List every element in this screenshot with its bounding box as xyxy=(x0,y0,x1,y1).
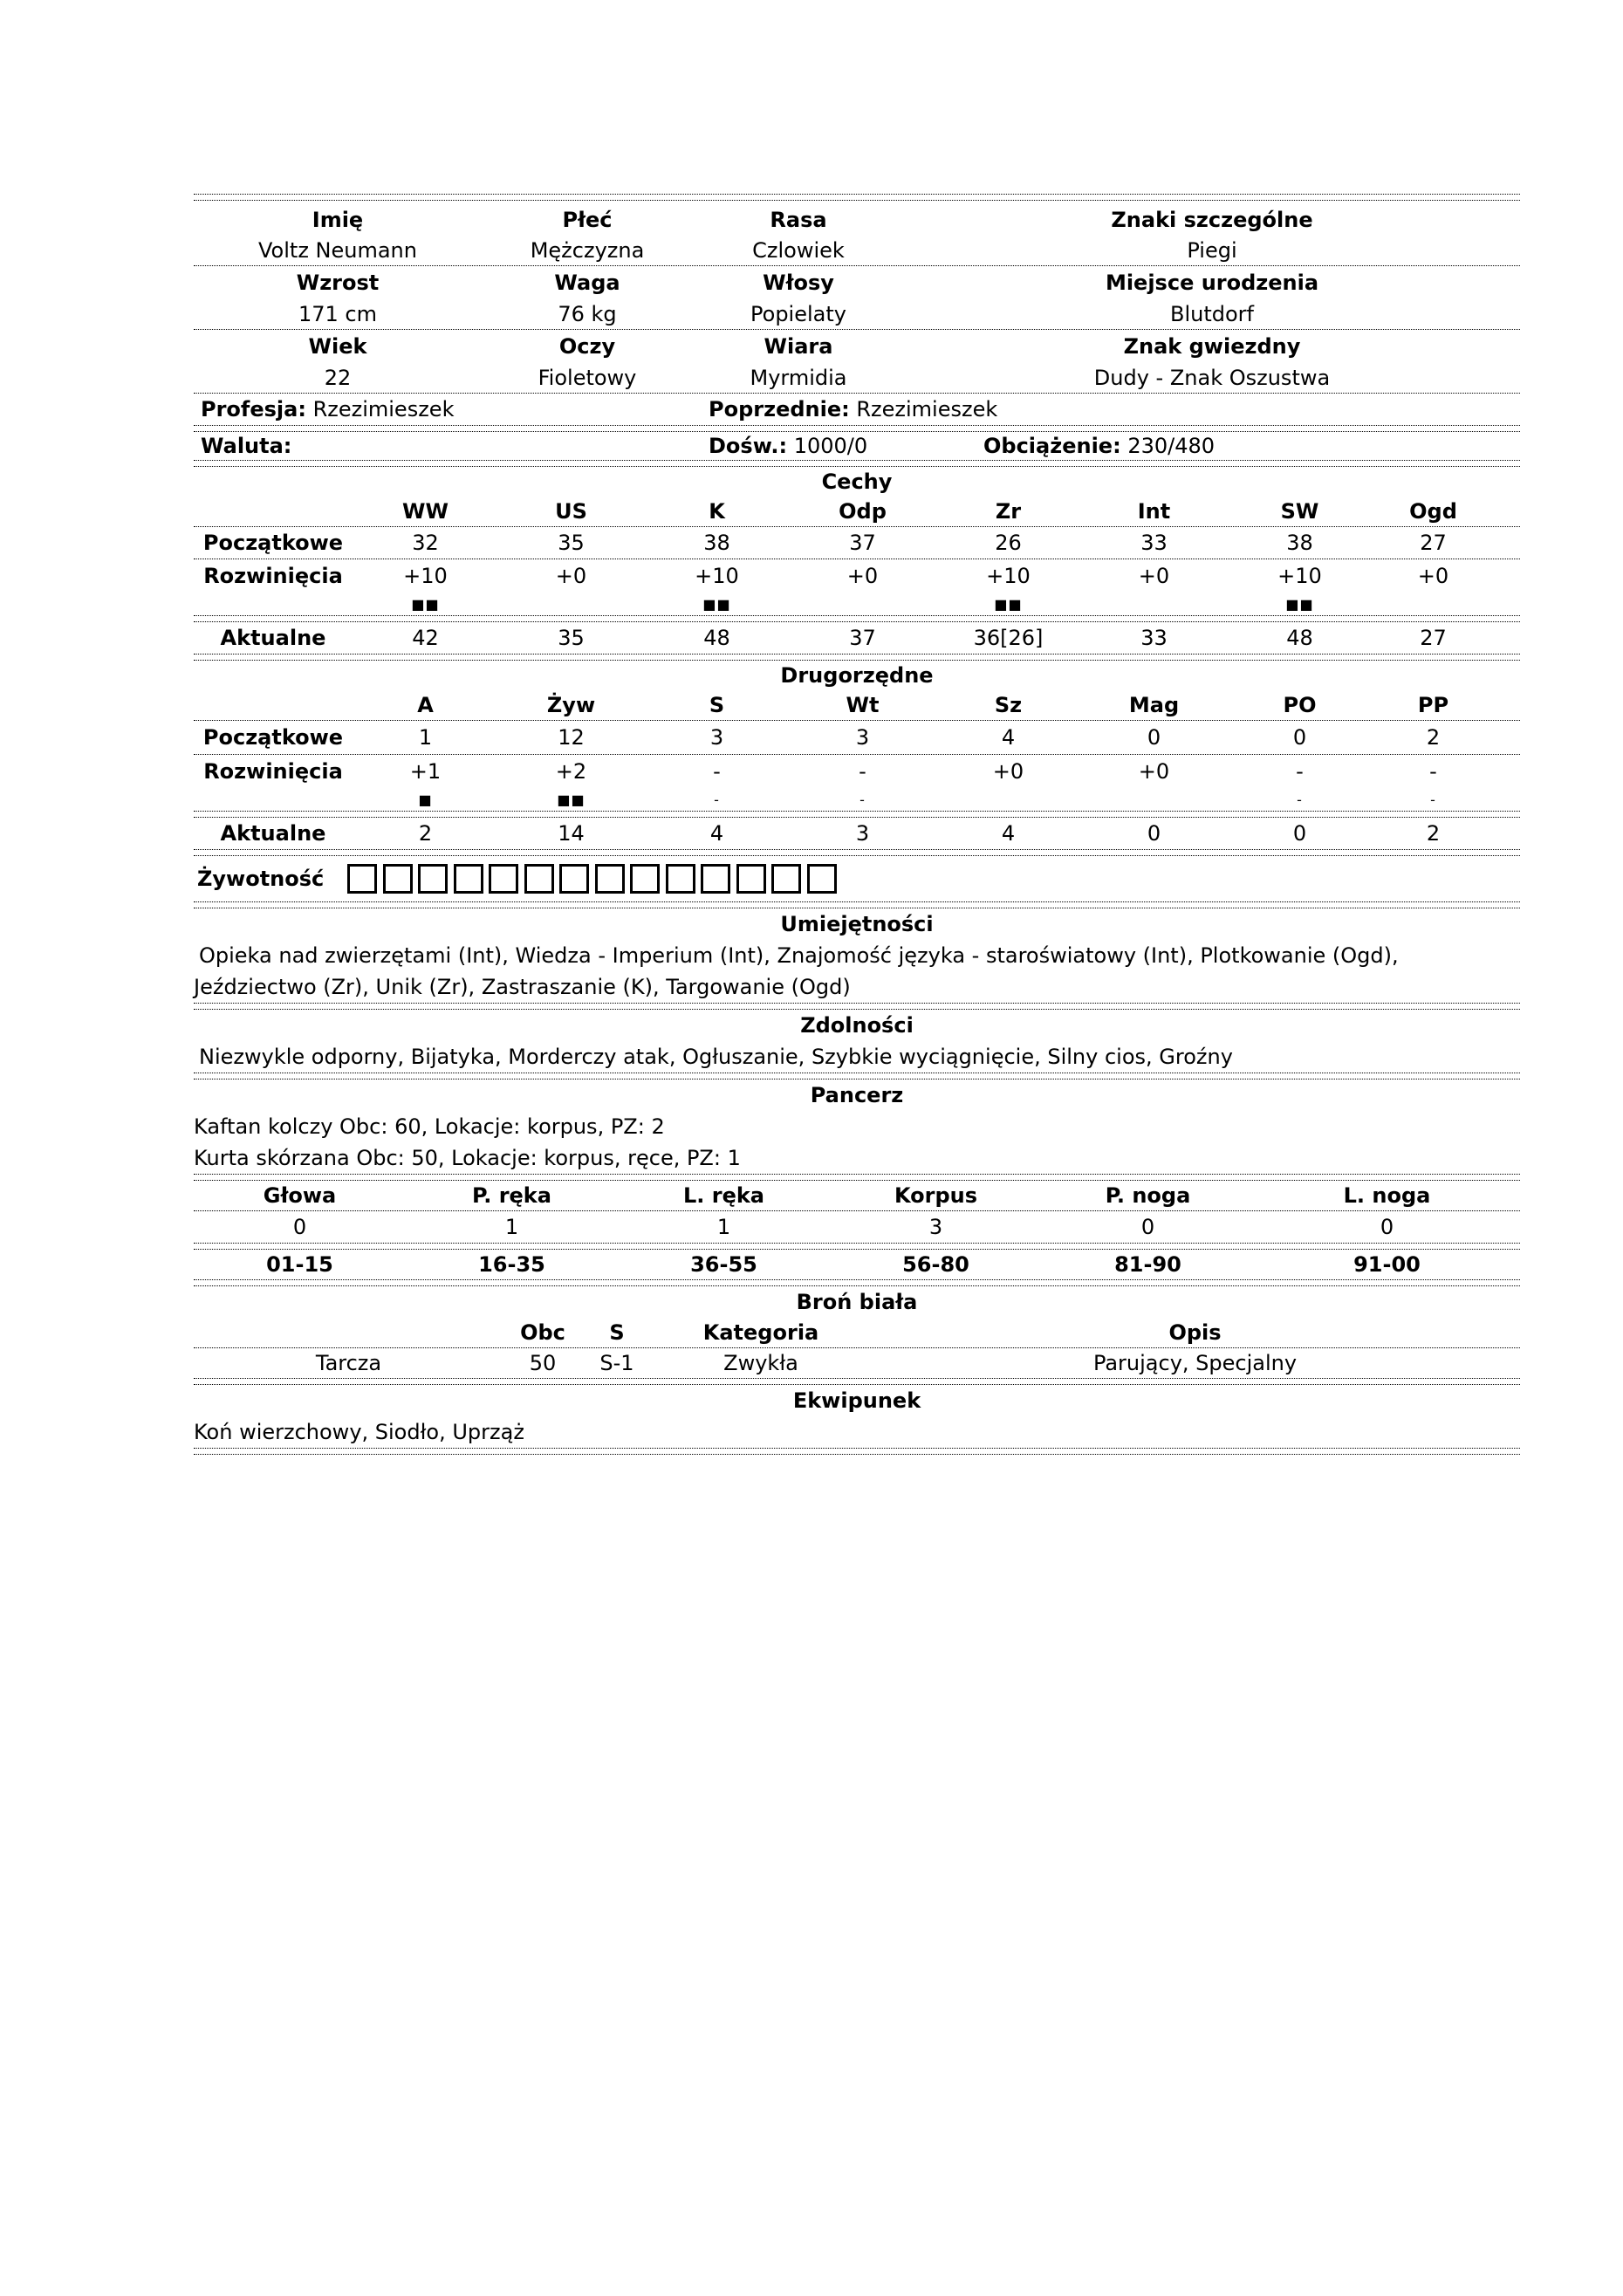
skills-title: Umiejętności xyxy=(780,912,934,936)
talents-text: Niezwykle odporny, Bijatyka, Morderczy atak, Ogłuszanie, Szybkie wyciągnięcie, Silny cios, Groźny xyxy=(199,1045,1233,1069)
divider xyxy=(194,194,1520,201)
primary-header: US xyxy=(555,499,587,524)
row-label: Aktualne xyxy=(220,821,326,846)
skills-line-2: Jeździectwo (Zr), Unik (Zr), Zastraszanie (K), Targowanie (Ogd) xyxy=(194,975,851,999)
secondary-initial-row xyxy=(194,721,1520,754)
weapon-description: Parujący, Specjalny xyxy=(1092,1351,1298,1375)
primary-header: Odp xyxy=(839,499,887,524)
stat-value: 0 xyxy=(1147,821,1161,846)
armour-ranges-row xyxy=(194,1250,1520,1279)
star-sign-label: Znak gwiezdny xyxy=(1123,334,1301,359)
primary-header: Int xyxy=(1137,499,1171,524)
personal-labels-row-1 xyxy=(194,204,1520,236)
marks-label: Znaki szczególne xyxy=(1111,208,1313,232)
stat-value: 37 xyxy=(849,626,876,650)
primary-header: SW xyxy=(1280,499,1319,524)
weapon-enc: 50 xyxy=(529,1351,557,1375)
armour-points: 3 xyxy=(928,1215,943,1239)
stat-value: +0 xyxy=(992,759,1024,784)
profession-value: Rzezimieszek xyxy=(312,397,455,422)
stat-value: +0 xyxy=(1417,564,1449,588)
location-label: Głowa xyxy=(263,1183,337,1208)
stat-value: 3 xyxy=(709,725,724,750)
wound-boxes xyxy=(347,864,842,894)
experience-field xyxy=(709,432,867,460)
stat-value: 4 xyxy=(1001,725,1016,750)
skills-line-1: Opieka nad zwierzętami (Int), Wiedza - Imperium (Int), Znajomość języka - staroświatowy (Int), Plotkowanie (Ogd), xyxy=(199,943,1399,968)
hit-range: 16-35 xyxy=(478,1252,545,1277)
location-label: P. ręka xyxy=(472,1183,551,1208)
wound-box xyxy=(489,864,518,894)
character-sheet xyxy=(194,194,1520,1455)
stat-value: +10 xyxy=(403,564,448,588)
row-label: Początkowe xyxy=(202,531,344,555)
previous-profession-label: Poprzednie: xyxy=(709,397,850,422)
wound-box xyxy=(771,864,801,894)
wound-box xyxy=(701,864,730,894)
wound-box xyxy=(630,864,660,894)
secondary-title: Drugorzędne xyxy=(780,663,934,688)
secondary-header: PO xyxy=(1283,693,1317,717)
divider xyxy=(194,615,1520,622)
stat-value: 33 xyxy=(1140,531,1168,555)
stat-value: +0 xyxy=(555,564,587,588)
primary-header: Ogd xyxy=(1409,499,1457,524)
divider xyxy=(194,1003,1520,1010)
advance-marks: ■■ xyxy=(411,595,440,613)
armour-points: 1 xyxy=(716,1215,731,1239)
armour-title: Pancerz xyxy=(810,1083,904,1107)
hit-range: 01-15 xyxy=(266,1252,333,1277)
wound-box xyxy=(454,864,483,894)
advance-marks: ■ xyxy=(418,791,433,808)
weapon-header: S xyxy=(609,1320,625,1345)
row-label: Rozwinięcia xyxy=(203,564,343,588)
location-label: L. noga xyxy=(1343,1183,1431,1208)
primary-title: Cechy xyxy=(821,469,893,494)
armour-points: 0 xyxy=(1140,1215,1155,1239)
divider xyxy=(194,1243,1520,1250)
divider xyxy=(194,901,1520,908)
weapons-section xyxy=(194,1286,1520,1378)
stat-value: +0 xyxy=(1138,759,1170,784)
gender-label: Płeć xyxy=(562,208,613,232)
personal-labels-row-2 xyxy=(194,266,1520,299)
armour-item: Kurta skórzana Obc: 50, Lokacje: korpus, ręce, PZ: 1 xyxy=(194,1146,741,1170)
equipment-text: Koń wierzchowy, Siodło, Uprząż xyxy=(194,1420,524,1444)
advance-marks: - xyxy=(714,791,720,808)
secondary-characteristics xyxy=(194,661,1520,849)
stat-value: 27 xyxy=(1420,626,1447,650)
stat-value: +0 xyxy=(846,564,879,588)
name-value: Voltz Neumann xyxy=(258,238,417,263)
primary-header: K xyxy=(709,499,725,524)
previous-profession-field xyxy=(709,394,997,425)
secondary-marks-row xyxy=(194,788,1520,811)
faith-label: Wiara xyxy=(764,334,833,359)
height-value: 171 cm xyxy=(298,302,377,326)
resources-row xyxy=(194,432,1520,460)
advance-marks: - xyxy=(1430,791,1436,808)
divider xyxy=(194,1073,1520,1079)
equipment-title: Ekwipunek xyxy=(792,1388,921,1413)
weight-label: Waga xyxy=(554,271,620,295)
weight-value: 76 kg xyxy=(558,302,617,326)
personal-labels-row-3 xyxy=(194,330,1520,363)
currency-label: Waluta: xyxy=(201,434,292,458)
hair-label: Włosy xyxy=(763,271,834,295)
stat-value: 3 xyxy=(855,821,870,846)
armour-points: 1 xyxy=(504,1215,519,1239)
weapon-category: Zwykła xyxy=(723,1351,798,1375)
primary-advances-row xyxy=(194,559,1520,593)
secondary-header: PP xyxy=(1417,693,1449,717)
stat-value: +0 xyxy=(1138,564,1170,588)
stat-value: 4 xyxy=(709,821,724,846)
personal-values-row-3 xyxy=(194,363,1520,393)
stat-value: 36[26] xyxy=(973,626,1044,650)
secondary-header: S xyxy=(709,693,725,717)
armour-item: Kaftan kolczy Obc: 60, Lokacje: korpus, PZ: 2 xyxy=(194,1114,665,1139)
stat-value: 26 xyxy=(995,531,1022,555)
stat-value: 42 xyxy=(412,626,439,650)
stat-value: 35 xyxy=(558,626,585,650)
encumbrance-value: 230/480 xyxy=(1127,434,1216,458)
divider xyxy=(194,811,1520,818)
wound-box xyxy=(807,864,837,894)
primary-header-row xyxy=(194,497,1520,526)
stat-value: - xyxy=(859,759,866,784)
stat-value: 27 xyxy=(1420,531,1447,555)
wound-box xyxy=(418,864,448,894)
location-label: Korpus xyxy=(894,1183,978,1208)
weapon-name: Tarcza xyxy=(315,1351,382,1375)
wound-box xyxy=(524,864,554,894)
name-label: Imię xyxy=(312,208,364,232)
primary-header: Zr xyxy=(995,499,1022,524)
talents-title: Zdolności xyxy=(800,1013,914,1038)
secondary-header: A xyxy=(417,693,434,717)
advance-marks: - xyxy=(1297,791,1303,808)
divider xyxy=(194,1279,1520,1286)
location-label: P. noga xyxy=(1105,1183,1191,1208)
stat-value: 4 xyxy=(1001,821,1016,846)
wound-box xyxy=(595,864,625,894)
wounds-row xyxy=(194,856,1520,901)
secondary-header: Mag xyxy=(1128,693,1180,717)
wound-box xyxy=(666,864,695,894)
divider xyxy=(194,1378,1520,1385)
advance-marks: ■■ xyxy=(994,595,1023,613)
secondary-header: Sz xyxy=(994,693,1023,717)
stat-value: 37 xyxy=(849,531,876,555)
marks-value: Piegi xyxy=(1187,238,1237,263)
secondary-current-row xyxy=(194,818,1520,849)
hit-range: 81-90 xyxy=(1114,1252,1181,1277)
currency-field xyxy=(201,432,291,460)
wound-box xyxy=(383,864,413,894)
armour-locations-row xyxy=(194,1181,1520,1210)
stat-value: 48 xyxy=(703,626,730,650)
row-label: Aktualne xyxy=(220,626,326,650)
stat-value: 48 xyxy=(1286,626,1313,650)
row-label: Początkowe xyxy=(202,725,344,750)
skills-section xyxy=(194,908,1520,1003)
primary-current-row xyxy=(194,622,1520,654)
armour-points: 0 xyxy=(1380,1215,1394,1239)
primary-characteristics xyxy=(194,467,1520,654)
experience-value: 1000/0 xyxy=(793,434,868,458)
stat-value: +1 xyxy=(409,759,442,784)
weapon-header: Kategoria xyxy=(702,1320,819,1345)
personal-values-row-1 xyxy=(194,236,1520,265)
stat-value: 0 xyxy=(1292,725,1307,750)
stat-value: 0 xyxy=(1292,821,1307,846)
encumbrance-label: Obciążenie: xyxy=(983,434,1121,458)
primary-marks-row xyxy=(194,593,1520,615)
height-label: Wzrost xyxy=(296,271,380,295)
advance-marks: - xyxy=(859,791,866,808)
profession-field xyxy=(201,394,454,425)
stat-value: - xyxy=(713,759,721,784)
stat-value: 14 xyxy=(558,821,585,846)
age-label: Wiek xyxy=(308,334,367,359)
eyes-label: Oczy xyxy=(558,334,616,359)
wound-box xyxy=(347,864,377,894)
wounds-label: Żywotność xyxy=(197,867,325,891)
faith-value: Myrmidia xyxy=(750,366,847,390)
personal-details xyxy=(194,204,1520,393)
age-value: 22 xyxy=(324,366,352,390)
divider xyxy=(194,1174,1520,1181)
stat-value: +10 xyxy=(695,564,739,588)
advance-marks: ■■ xyxy=(557,791,586,808)
wound-box xyxy=(736,864,766,894)
advance-marks: ■■ xyxy=(702,595,731,613)
advance-marks: ■■ xyxy=(1285,595,1314,613)
secondary-header: Żyw xyxy=(546,693,596,717)
hit-range: 56-80 xyxy=(902,1252,969,1277)
equipment-section xyxy=(194,1385,1520,1448)
stat-value: 38 xyxy=(1286,531,1313,555)
armour-points-row xyxy=(194,1211,1520,1243)
stat-value: 12 xyxy=(558,725,585,750)
race-value: Czlowiek xyxy=(752,238,845,263)
profession-label: Profesja: xyxy=(201,397,306,422)
divider xyxy=(194,654,1520,661)
stat-value: 2 xyxy=(1426,725,1441,750)
stat-value: 2 xyxy=(1426,821,1441,846)
star-sign-value: Dudy - Znak Oszustwa xyxy=(1093,366,1331,390)
birthplace-label: Miejsce urodzenia xyxy=(1105,271,1319,295)
secondary-header-row xyxy=(194,690,1520,720)
armour-points: 0 xyxy=(292,1215,307,1239)
experience-label: Dośw.: xyxy=(709,434,788,458)
gender-value: Mężczyzna xyxy=(530,238,645,263)
stat-value: 38 xyxy=(703,531,730,555)
hit-range: 91-00 xyxy=(1353,1252,1421,1277)
hair-value: Popielaty xyxy=(750,302,846,326)
previous-profession-value: Rzezimieszek xyxy=(856,397,998,422)
stat-value: 1 xyxy=(418,725,433,750)
birthplace-value: Blutdorf xyxy=(1170,302,1254,326)
profession-row xyxy=(194,394,1520,425)
armour-section xyxy=(194,1079,1520,1174)
location-label: L. ręka xyxy=(682,1183,765,1208)
divider xyxy=(194,849,1520,856)
wound-box xyxy=(559,864,589,894)
eyes-value: Fioletowy xyxy=(538,366,637,390)
weapon-header: Opis xyxy=(1168,1320,1222,1345)
weapon-row xyxy=(194,1348,1520,1378)
stat-value: +2 xyxy=(555,759,587,784)
primary-initial-row xyxy=(194,527,1520,559)
encumbrance-field xyxy=(983,432,1215,460)
weapon-header: Obc xyxy=(520,1320,565,1345)
stat-value: - xyxy=(1296,759,1304,784)
secondary-advances-row xyxy=(194,755,1520,788)
weapons-title: Broń biała xyxy=(796,1290,918,1314)
talents-section xyxy=(194,1010,1520,1073)
stat-value: 33 xyxy=(1140,626,1168,650)
row-label: Rozwinięcia xyxy=(203,759,343,784)
stat-value: 3 xyxy=(855,725,870,750)
stat-value: 35 xyxy=(558,531,585,555)
stat-value: 32 xyxy=(412,531,439,555)
stat-value: 0 xyxy=(1147,725,1161,750)
divider xyxy=(194,425,1520,432)
hit-range: 36-55 xyxy=(690,1252,757,1277)
secondary-header: Wt xyxy=(846,693,880,717)
stat-value: 2 xyxy=(418,821,433,846)
personal-values-row-2 xyxy=(194,299,1520,329)
stat-value: +10 xyxy=(986,564,1031,588)
stat-value: - xyxy=(1429,759,1437,784)
race-label: Rasa xyxy=(770,208,827,232)
weapons-header-row xyxy=(194,1318,1520,1347)
stat-value: +10 xyxy=(1277,564,1322,588)
weapon-strength: S-1 xyxy=(599,1351,634,1375)
primary-header: WW xyxy=(402,499,449,524)
divider xyxy=(194,460,1520,467)
divider xyxy=(194,1448,1520,1455)
